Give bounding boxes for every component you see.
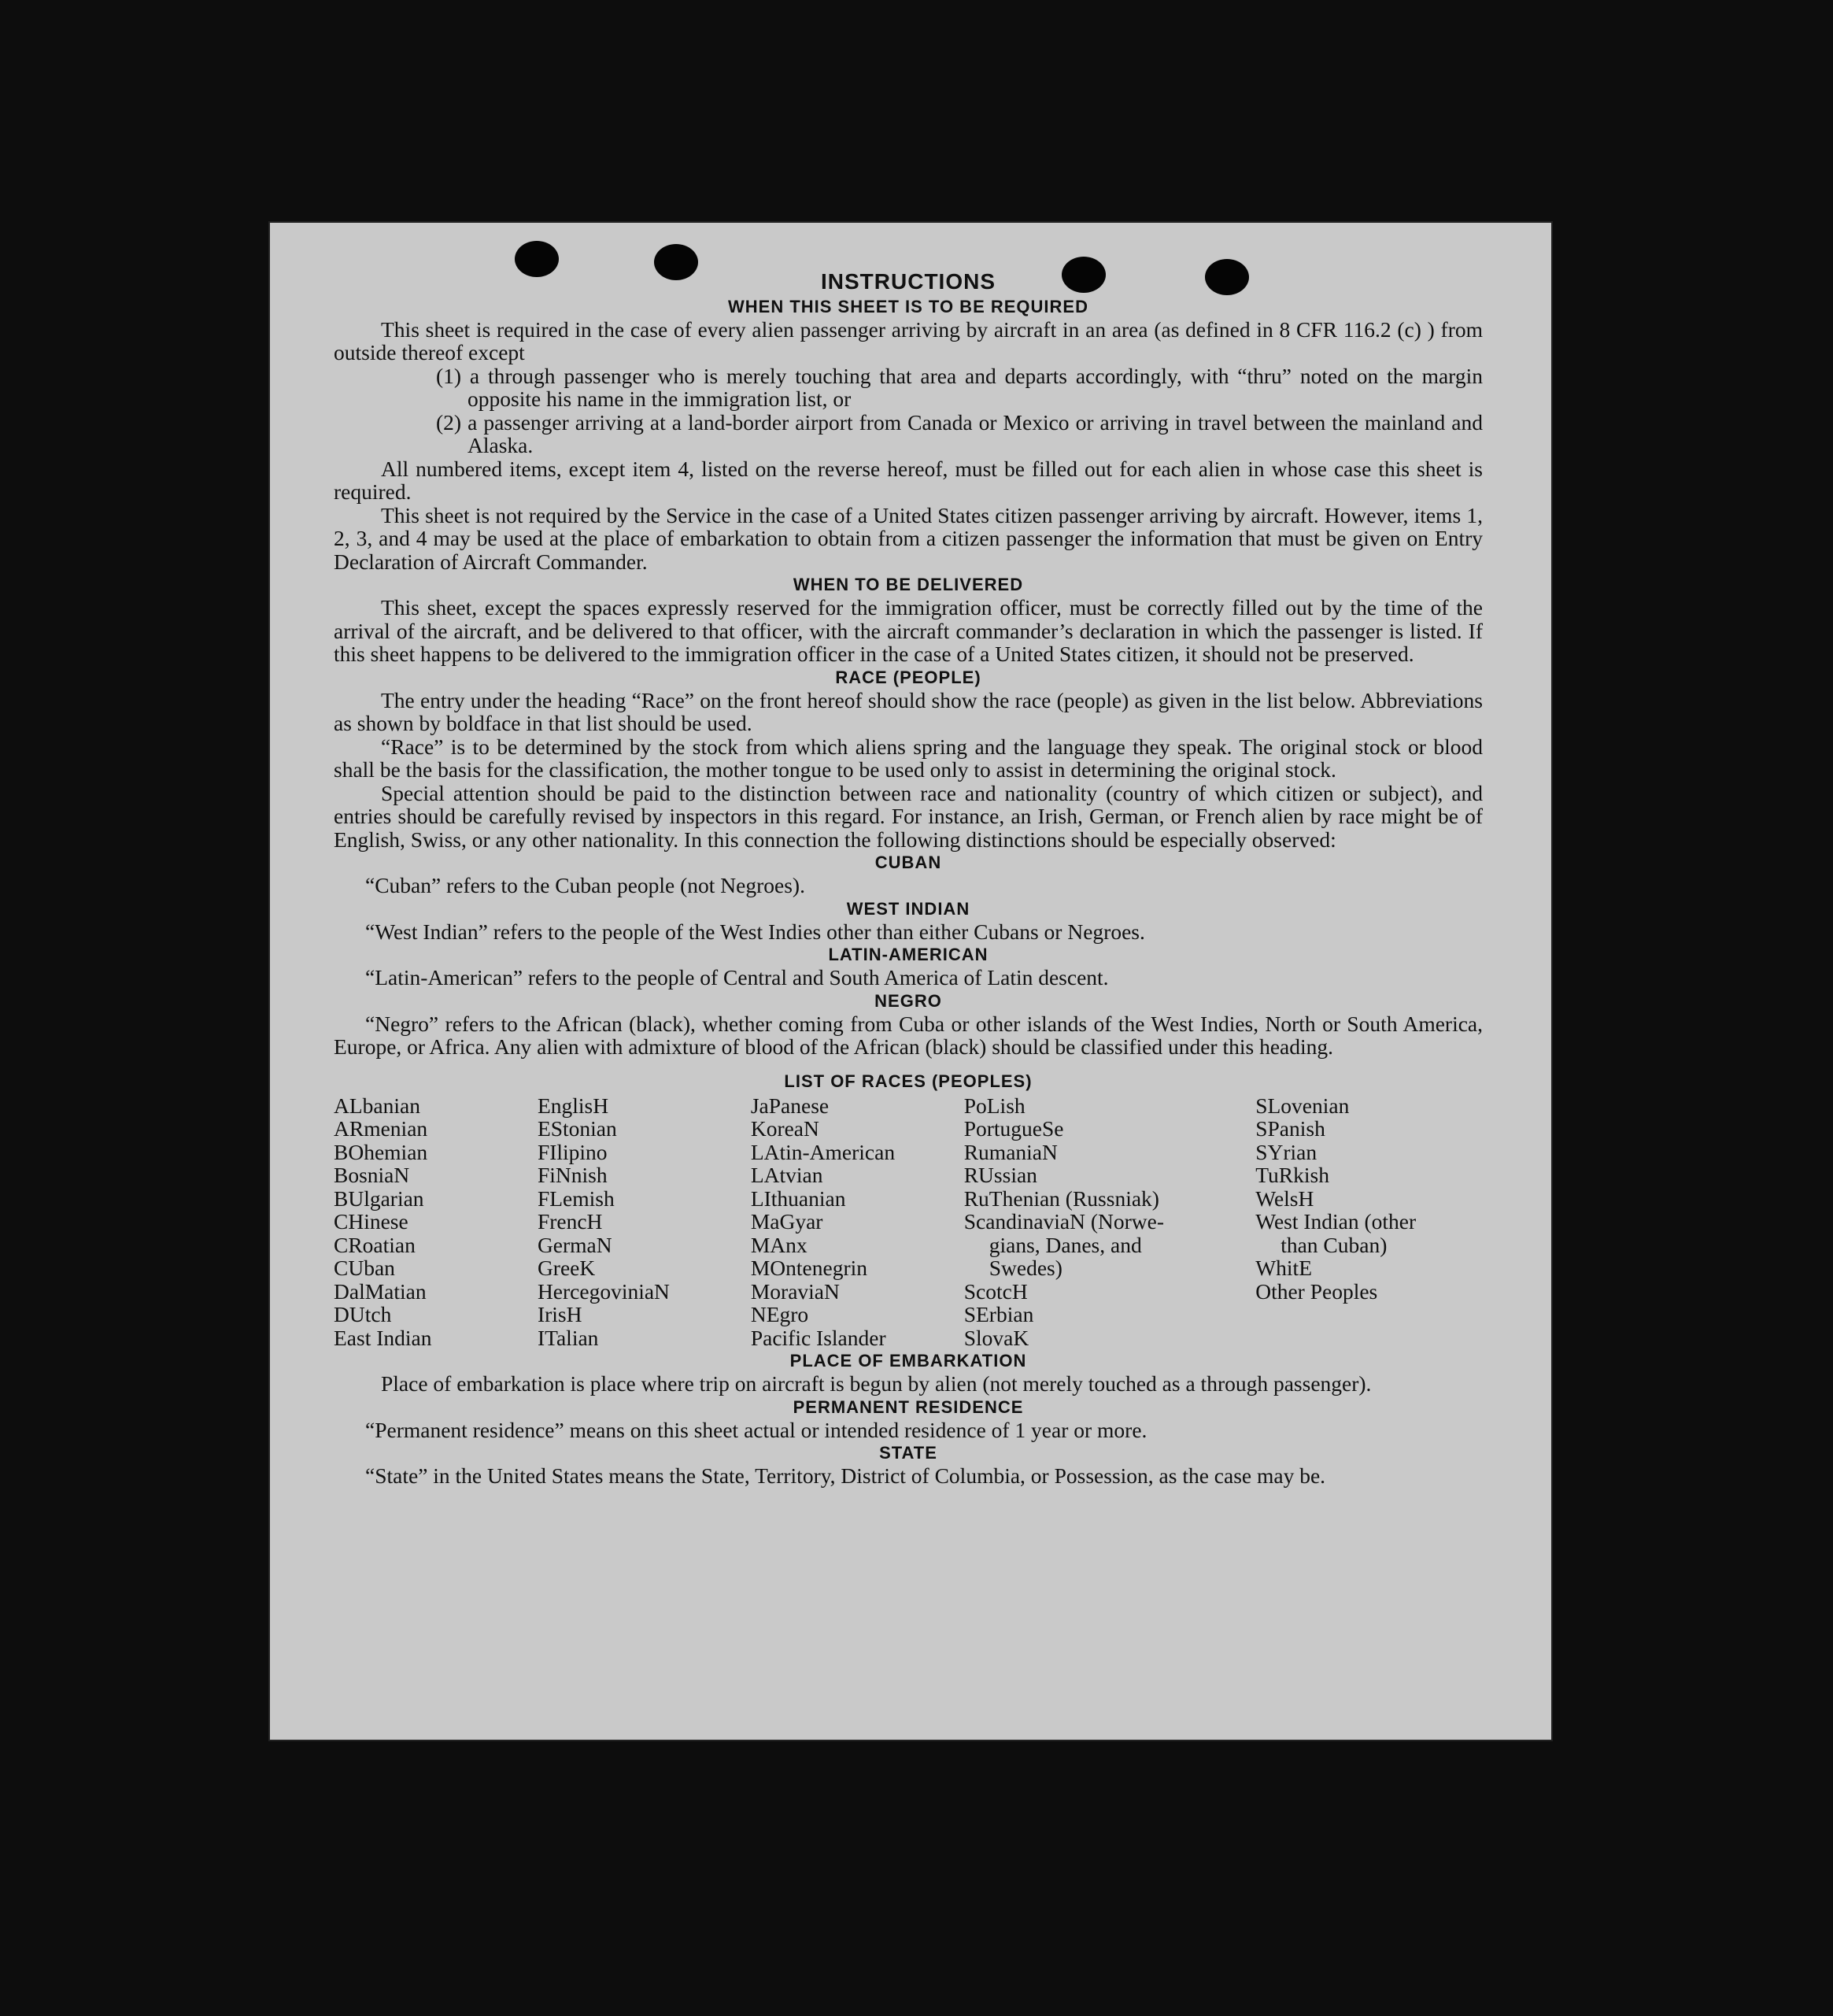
race-paragraph-1: The entry under the heading “Race” on the front hereof should show the race (people) as given in the list below. Abbreviations as shown by boldface in that list should be used. (334, 687, 1483, 735)
races-column-3 (751, 1094, 964, 1350)
race-entry: Pacific Islander (750, 1325, 886, 1350)
race-entry: BOhemian (334, 1139, 428, 1164)
race-entry: SLovenian (1255, 1093, 1350, 1118)
race-entry: SErbian (963, 1302, 1034, 1326)
page-title: INSTRUCTIONS (821, 269, 996, 294)
race-entry: ALbanian (334, 1093, 420, 1118)
numbered-items-paragraph: All numbered items, except item 4, listed on the reverse hereof, must be filled out for each alien in whose case this sheet is required. (334, 456, 1483, 504)
latin-american-definition: “Latin-American” refers to the people of Central and South America of Latin descent. (365, 965, 1109, 990)
race-entry: KoreaN (750, 1116, 819, 1141)
sheet-content (334, 270, 1483, 1488)
race-entry: EnglisH (537, 1093, 609, 1118)
instruction-sheet (268, 221, 1553, 1741)
section-heading-when-required: WHEN THIS SHEET IS TO BE REQUIRED (728, 296, 1088, 316)
negro-definition: “Negro” refers to the African (black), whether coming from Cuba or other islands of the West Indies, North or South America, Europe, or Africa. Any alien with admixture of blood of the African (black) should be classified under this heading. (334, 1011, 1483, 1059)
when-delivered-paragraph: This sheet, except the spaces expressly reserved for the immigration officer, must be correctly filled out by the time of the arrival of the aircraft, and be delivered to that officer, with the aircraft commander’s declaration in which the passenger is listed. If this sheet happens to be delivered to the immigration officer in the case of a United States citizen, it should not be preserved. (334, 595, 1483, 666)
section-heading-negro: NEGRO (874, 990, 942, 1011)
race-entry: DalMatian (334, 1278, 427, 1304)
race-entry: FLemish (537, 1186, 615, 1211)
race-entry: LAtin-American (750, 1139, 896, 1164)
race-entry: NEgro (750, 1302, 809, 1326)
section-heading-latin-american: LATIN-AMERICAN (828, 945, 989, 964)
race-entry: RUssian (963, 1163, 1037, 1187)
race-entry: FIlipino (537, 1139, 608, 1164)
races-column-1 (334, 1094, 538, 1350)
race-entry: ScandinaviaN (Norwe- (963, 1209, 1164, 1234)
section-heading-cuban: CUBAN (874, 853, 942, 872)
race-entry: ARmenian (334, 1116, 428, 1141)
section-heading-race: RACE (PEOPLE) (835, 667, 981, 687)
race-entry: SlovaK (963, 1325, 1029, 1350)
race-entry: PoLish (963, 1093, 1026, 1118)
race-entry-continued: than Cuban) (1281, 1232, 1388, 1257)
race-entry: LIthuanian (750, 1186, 846, 1211)
race-entry: Other Peoples (1255, 1278, 1378, 1304)
race-entry: SYrian (1255, 1139, 1317, 1164)
section-heading-when-delivered: WHEN TO BE DELIVERED (793, 575, 1024, 594)
race-entry: JaPanese (750, 1093, 830, 1118)
section-heading-state: STATE (879, 1443, 937, 1463)
race-entry: MoraviaN (750, 1278, 840, 1304)
permanent-residence-definition: “Permanent residence” means on this sheet actual or intended residence of 1 year or more. (365, 1417, 1147, 1442)
race-entry: HercegoviniaN (537, 1278, 670, 1304)
section-heading-west-indian: WEST INDIAN (846, 898, 970, 919)
state-definition: “State” in the United States means the State, Territory, District of Columbia, or Possession, as the case may be. (365, 1463, 1326, 1488)
race-entry-continued: Swedes) (989, 1256, 1062, 1280)
cuban-definition: “Cuban” refers to the Cuban people (not Negroes). (365, 873, 805, 897)
race-entry: WelsH (1255, 1186, 1314, 1211)
race-entry: CRoatian (334, 1232, 416, 1257)
races-column-2 (538, 1094, 751, 1350)
exception-item-1: (1) a through passenger who is merely touching that area and departs accordingly, with “thru” noted on the margin opposite his name in the immigration list, or (436, 363, 1483, 411)
race-entry: MOntenegrin (750, 1256, 867, 1280)
race-entry: BosniaN (334, 1163, 410, 1187)
race-entry: SPanish (1255, 1116, 1325, 1141)
race-entry: BUlgarian (334, 1186, 424, 1211)
race-entry: MAnx (750, 1232, 807, 1257)
citizen-paragraph: This sheet is not required by the Service in the case of a United States citizen passenger arriving by aircraft. However, items 1, 2, 3, and 4 may be used at the place of embarkation to obtain from a citizen passenger the information that must be given on Entry Declaration of Aircraft Commander. (334, 502, 1483, 574)
race-entry: LAtvian (750, 1163, 823, 1187)
race-entry: ScotcH (963, 1278, 1028, 1304)
races-column-4 (964, 1094, 1255, 1350)
race-entry: CUban (334, 1256, 395, 1280)
race-entry-continued: gians, Danes, and (989, 1232, 1142, 1257)
exception-item-2: (2) a passenger arriving at a land-border airport from Canada or Mexico or arriving in travel between the mainland and Alaska. (436, 409, 1483, 457)
race-entry: ITalian (537, 1325, 599, 1350)
race-entry: GermaN (537, 1232, 612, 1257)
race-entry: PortugueSe (963, 1116, 1064, 1141)
west-indian-definition: “West Indian” refers to the people of the West Indies other than either Cubans or Negroes. (365, 919, 1145, 944)
section-heading-embarkation: PLACE OF EMBARKATION (789, 1351, 1027, 1371)
races-column-5 (1255, 1094, 1483, 1350)
race-entry: IrisH (537, 1302, 582, 1326)
race-entry: CHinese (334, 1209, 408, 1234)
race-entry: TuRkish (1255, 1163, 1329, 1187)
race-entry: RumaniaN (963, 1139, 1058, 1164)
section-heading-races-list: LIST OF RACES (PEOPLES) (784, 1071, 1033, 1091)
race-entry: MaGyar (750, 1209, 823, 1234)
race-entry: EStonian (537, 1116, 617, 1141)
races-list (334, 1094, 1483, 1350)
race-entry: RuThenian (Russniak) (963, 1186, 1159, 1211)
race-entry: FiNnish (537, 1163, 608, 1187)
race-entry: DUtch (334, 1302, 392, 1326)
race-paragraph-2: “Race” is to be determined by the stock from which aliens spring and the language they speak. The original stock or blood shall be the basis for the classification, the mother tongue to be used only to assist in determining the original stock. (334, 734, 1483, 782)
race-paragraph-3: Special attention should be paid to the distinction between race and nationality (country of which citizen or subject), and entries should be carefully revised by inspectors in this regard. For instance, an Irish, German, or French alien by race might be of English, Swiss, or any other nationality. In this connection the following distinctions should be especially observed: (334, 780, 1483, 852)
race-entry: FrencH (537, 1209, 603, 1234)
section-heading-permanent-residence: PERMANENT RESIDENCE (793, 1396, 1024, 1417)
race-entry: West Indian (other (1255, 1209, 1417, 1234)
when-required-paragraph: This sheet is required in the case of every alien passenger arriving by aircraft in an area (as defined in 8 CFR 116.2 (c) ) from outside thereof except (334, 316, 1483, 364)
race-entry: East Indian (334, 1325, 432, 1350)
race-entry: WhitE (1255, 1256, 1312, 1280)
race-entry: GreeK (537, 1256, 596, 1280)
embarkation-definition: Place of embarkation is place where trip on aircraft is begun by alien (not merely touched as a through passenger). (381, 1371, 1372, 1396)
